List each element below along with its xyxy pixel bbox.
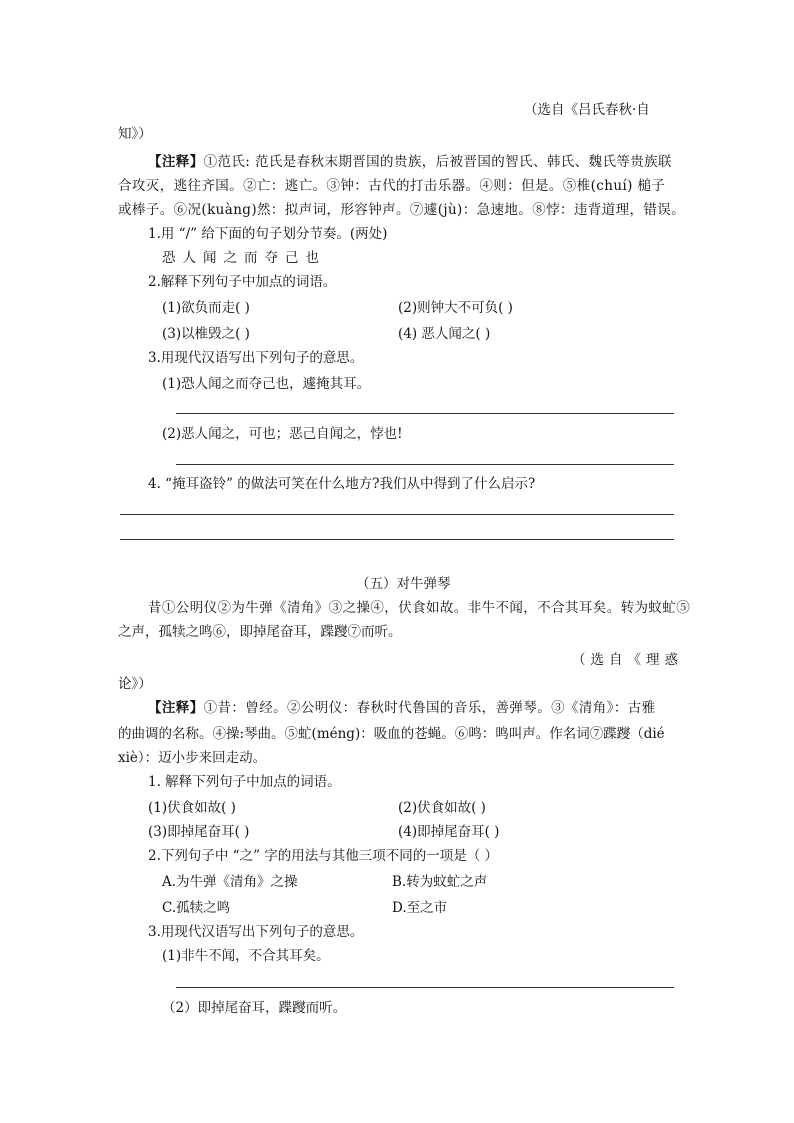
answer-line[interactable] xyxy=(176,413,674,414)
translate-item: (1)恐人闻之而夺己也，遽掩其耳。 xyxy=(162,376,371,392)
translate-item: （2）即掉尾奋耳，蹀躞而听。 xyxy=(162,1000,347,1016)
question-1: 1.用 “/” 给下面的句子划分节奏。(两处) xyxy=(148,226,388,242)
choice-option: B.转为蚊虻之声 xyxy=(392,874,488,890)
vocab-item: (3)即掉尾奋耳( ) xyxy=(148,824,250,840)
vocab-item: (1)伏食如故( ) xyxy=(148,800,236,816)
choice-option: D.至之市 xyxy=(392,900,448,916)
question-4: 4. “掩耳盗铃” 的做法可笑在什么地方?我们从中得到了什么启示? xyxy=(148,476,536,492)
passage-title: （五）对牛弹琴 xyxy=(356,576,451,592)
vocab-item: (2)则钟大不可负( ) xyxy=(398,300,513,316)
answer-line[interactable] xyxy=(176,464,674,465)
question-2: 2.解释下列句子中加点的词语。 xyxy=(148,274,337,290)
annotation-line: xiè）：迈小步来回走动。 xyxy=(118,750,267,766)
annotation-line: 【注释】①昔：曾经。②公明仪：春秋时代鲁国的音乐，善弹琴。③《清角》：古雅 xyxy=(148,700,656,716)
answer-line[interactable] xyxy=(120,514,674,515)
translate-item: (1)非牛不闻，不合其耳矣。 xyxy=(162,948,330,964)
annotation-label: 【注释】 xyxy=(148,154,204,170)
question-2: 2.下列句子中 “之” 字的用法与其他三项不同的一项是（ ） xyxy=(148,848,499,864)
annotation-line: 【注释】①范氏: 范氏是春秋末期晋国的贵族，后被晋国的智氏、韩氏、魏氏等贵族联 xyxy=(148,154,672,170)
vocab-item: (4)即掉尾奋耳( ) xyxy=(398,824,500,840)
passage-text: 昔①公明仪②为牛弹《清角》③之操④，伏食如故。非牛不闻，不合其耳矣。转为蚊虻⑤ xyxy=(148,600,691,616)
vocab-item: (4) 恶人闻之( ) xyxy=(398,326,491,342)
annotation-line: 合攻灭，逃往齐国。②亡：逃亡。③钟：古代的打击乐器。④则：但是。⑤椎(chuí) 槌子 xyxy=(118,178,666,194)
question-3: 3.用现代汉语写出下列句子的意思。 xyxy=(148,350,364,366)
choice-option: A.为牛弹《清角》之操 xyxy=(162,874,298,890)
source-citation: （选自《理惑 xyxy=(572,652,683,668)
annotation-line: 或棒子。⑥况(kuàng)然：拟声词，形容钟声。⑦遽(jù)：急速地。⑧悖：违背道理，错误。 xyxy=(118,202,686,218)
answer-line[interactable] xyxy=(120,539,674,540)
annotation-label: 【注释】 xyxy=(148,700,204,716)
choice-option: C.孤犊之鸣 xyxy=(162,900,231,916)
source-citation: （选自《吕氏春秋·自 xyxy=(524,102,650,118)
translate-item: (2)恶人闻之，可也；恶己自闻之，悖也! xyxy=(162,426,403,442)
answer-line[interactable] xyxy=(176,987,674,988)
vocab-item: (3)以椎毁之( ) xyxy=(162,326,250,342)
passage-text: 之声，孤犊之鸣⑥，即掉尾奋耳，蹀躞⑦而听。 xyxy=(118,624,402,640)
rhythm-sentence: 恐人闻之而夺己也 xyxy=(162,250,326,266)
vocab-item: (2)伏食如故( ) xyxy=(398,800,486,816)
annotation-line: 的曲调的名称。④操:琴曲。⑤虻(méng)：吸血的苍蝇。⑥鸣：鸣叫声。作名词⑦蹀躞（dié xyxy=(118,726,665,742)
vocab-item: (1)欲负而走( ) xyxy=(162,300,250,316)
source-citation-cont: 知》） xyxy=(118,126,152,142)
question-3: 3.用现代汉语写出下列句子的意思。 xyxy=(148,924,364,940)
source-citation-cont: 论》） xyxy=(118,676,152,692)
question-1: 1. 解释下列句子中加点的词语。 xyxy=(148,774,341,790)
